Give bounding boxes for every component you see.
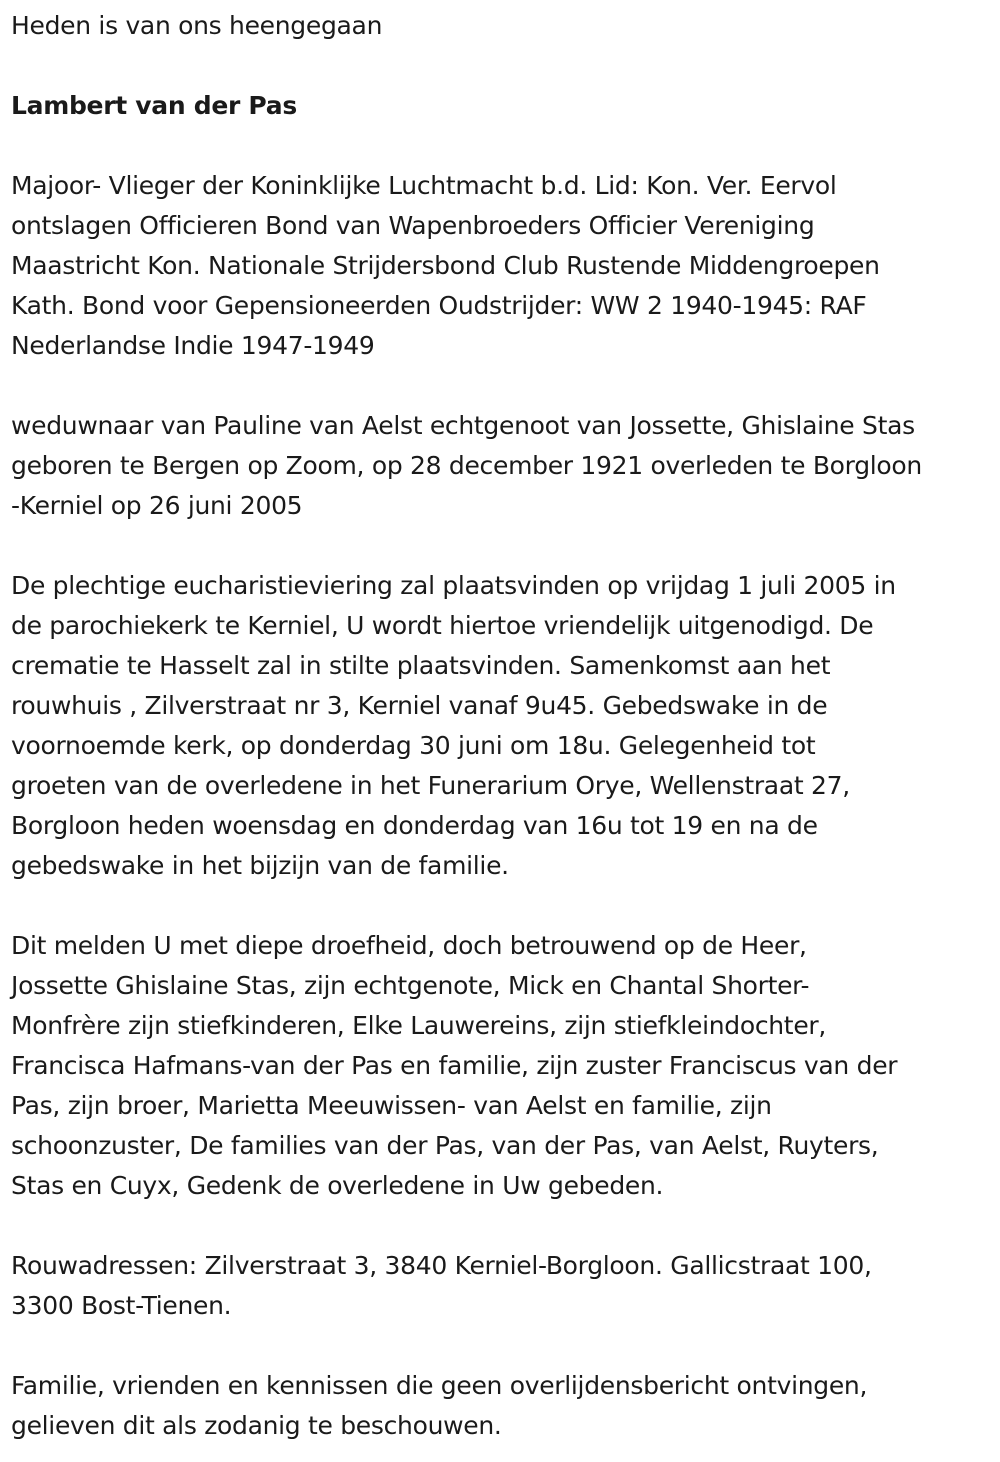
paragraph-gap [11,886,1000,926]
text-line: schoonzuster, De families van der Pas, van der Pas, van Aelst, Ruyters, [11,1131,879,1160]
text-line: Maastricht Kon. Nationale Strijdersbond Club Rustende Middengroepen [11,251,880,280]
text-line: gebedswake in het bijzijn van de familie. [11,851,509,880]
text-line: -Kerniel op 26 juni 2005 [11,491,303,520]
paragraph-gap [11,366,1000,406]
text-line: Kath. Bond voor Gepensioneerden Oudstrijder: WW 2 1940-1945: RAF [11,291,867,320]
text-line: Rouwadressen: Zilverstraat 3, 3840 Kerniel-Borgloon. Gallicstraat 100, [11,1251,872,1280]
text-line: Nederlandse Indie 1947-1949 [11,331,375,360]
text-line: gelieven dit als zodanig te beschouwen. [11,1411,502,1440]
text-line: Jossette Ghislaine Stas, zijn echtgenote, Mick en Chantal Shorter- [11,971,810,1000]
deceased-name [11,86,1000,126]
titles-paragraph [11,166,1000,366]
text-line: 3300 Bost-Tienen. [11,1291,232,1320]
text-line: voornoemde kerk, op donderdag 30 juni om 18u. Gelegenheid tot [11,731,816,760]
text-line: Borgloon heden woensdag en donderdag van 16u tot 19 en na de [11,811,818,840]
paragraph-gap [11,1326,1000,1366]
text-line: Dit melden U met diepe droefheid, doch betrouwend op de Heer, [11,931,807,960]
text-line: Majoor- Vlieger der Koninklijke Luchtmacht b.d. Lid: Kon. Ver. Eervol [11,171,837,200]
text-line: rouwhuis , Zilverstraat nr 3, Kerniel vanaf 9u45. Gebedswake in de [11,691,828,720]
intro-text [11,6,1000,46]
paragraph-gap [11,1206,1000,1246]
text-line: Familie, vrienden en kennissen die geen overlijdensbericht ontvingen, [11,1371,868,1400]
text-line: ontslagen Officieren Bond van Wapenbroeders Officier Vereniging [11,211,815,240]
text-line: de parochiekerk te Kerniel, U wordt hiertoe vriendelijk uitgenodigd. De [11,611,874,640]
text-line: Stas en Cuyx, Gedenk de overledene in Uw gebeden. [11,1171,664,1200]
addresses-paragraph [11,1246,1000,1326]
paragraph-gap [11,526,1000,566]
text-line: Monfrère zijn stiefkinderen, Elke Lauwereins, zijn stiefkleindochter, [11,1011,827,1040]
ceremony-paragraph [11,566,1000,886]
text-line: Heden is van ons heengegaan [11,11,383,40]
text-line: groeten van de overledene in het Funerarium Orye, Wellenstraat 27, [11,771,850,800]
text-line: Lambert van der Pas [11,91,297,120]
text-line: De plechtige eucharistieviering zal plaatsvinden op vrijdag 1 juli 2005 in [11,571,896,600]
text-line: crematie te Hasselt zal in stilte plaatsvinden. Samenkomst aan het [11,651,831,680]
text-line: Francisca Hafmans-van der Pas en familie, zijn zuster Franciscus van der [11,1051,898,1080]
paragraph-gap [11,126,1000,166]
family-paragraph [11,926,1000,1206]
closing-paragraph [11,1366,1000,1446]
paragraph-gap [11,46,1000,86]
text-line: weduwnaar van Pauline van Aelst echtgenoot van Jossette, Ghislaine Stas [11,411,915,440]
text-line: geboren te Bergen op Zoom, op 28 december 1921 overleden te Borgloon [11,451,922,480]
bio-paragraph [11,406,1000,526]
text-line: Pas, zijn broer, Marietta Meeuwissen- van Aelst en familie, zijn [11,1091,772,1120]
